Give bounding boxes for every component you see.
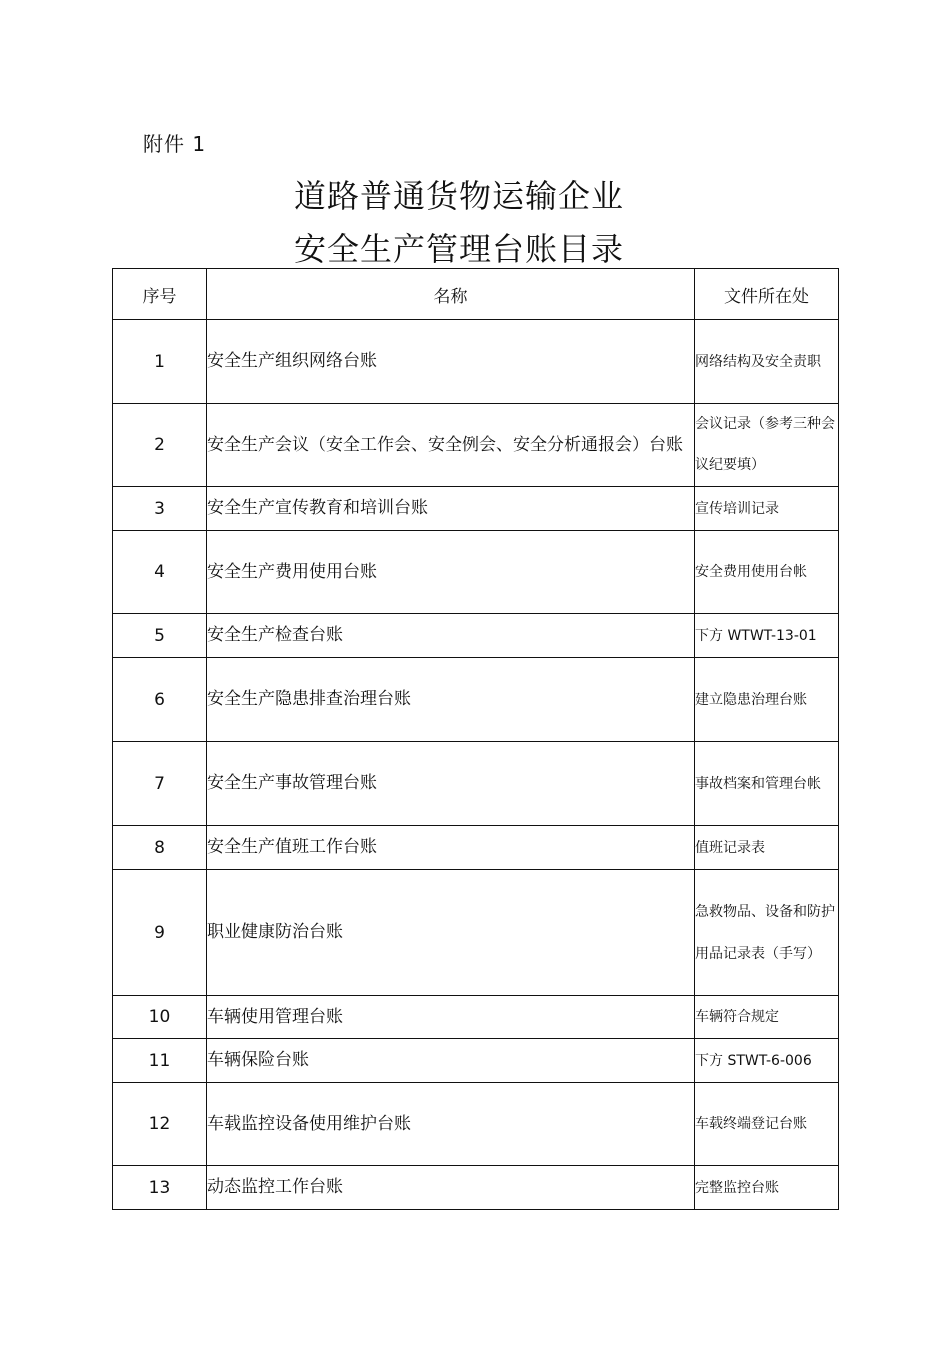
row-name: 职业健康防治台账 [207,870,695,996]
row-name: 安全生产费用使用台账 [207,531,695,614]
row-file-location: 完整监控台账 [695,1166,839,1210]
row-name: 安全生产检查台账 [207,614,695,658]
row-file-location: 事故档案和管理台帐 [695,742,839,826]
row-number: 11 [113,1039,207,1083]
table-row [113,320,839,404]
table-row [113,487,839,531]
table-row [113,531,839,614]
row-name: 安全生产隐患排查治理台账 [207,658,695,742]
table-row [113,996,839,1039]
attachment-label: 附件 1 [143,132,207,156]
row-file-location: 下方 WTWT-13-01 [695,614,839,658]
row-name: 安全生产事故管理台账 [207,742,695,826]
document-title-line-2: 安全生产管理台账目录 [293,230,624,268]
header-file-location: 文件所在处 [695,269,839,320]
table-header-row [113,269,839,320]
table-row [113,1039,839,1083]
row-number: 13 [113,1166,207,1210]
row-file-location: 车载终端登记台账 [695,1083,839,1166]
row-number: 3 [113,487,207,531]
table-row [113,742,839,826]
row-name: 安全生产宣传教育和培训台账 [207,487,695,531]
row-file-location: 安全费用使用台帐 [695,531,839,614]
document-title-line-1: 道路普通货物运输企业 [293,177,624,215]
header-name: 名称 [207,269,695,320]
ledger-directory-table [112,268,839,1210]
row-name: 动态监控工作台账 [207,1166,695,1210]
table-row [113,658,839,742]
row-file-location: 建立隐患治理台账 [695,658,839,742]
row-number: 10 [113,996,207,1039]
row-file-location: 车辆符合规定 [695,996,839,1039]
table-row [113,614,839,658]
row-file-location: 会议记录（参考三种会议纪要填） [695,404,839,487]
row-number: 9 [113,870,207,996]
row-number: 6 [113,658,207,742]
table-row [113,1083,839,1166]
row-name: 车载监控设备使用维护台账 [207,1083,695,1166]
row-file-location: 值班记录表 [695,826,839,870]
row-file-location: 下方 STWT-6-006 [695,1039,839,1083]
row-number: 12 [113,1083,207,1166]
row-number: 2 [113,404,207,487]
table-row [113,404,839,487]
row-name: 车辆保险台账 [207,1039,695,1083]
table-row [113,870,839,996]
row-number: 1 [113,320,207,404]
table-row [113,826,839,870]
row-number: 5 [113,614,207,658]
row-number: 8 [113,826,207,870]
row-file-location: 网络结构及安全责职 [695,320,839,404]
row-name: 车辆使用管理台账 [207,996,695,1039]
row-name: 安全生产组织网络台账 [207,320,695,404]
row-name: 安全生产值班工作台账 [207,826,695,870]
header-serial-number: 序号 [113,269,207,320]
row-number: 7 [113,742,207,826]
row-name: 安全生产会议（安全工作会、安全例会、安全分析通报会）台账 [207,404,695,487]
row-number: 4 [113,531,207,614]
row-file-location: 急救物品、设备和防护用品记录表（手写） [695,870,839,996]
row-file-location: 宣传培训记录 [695,487,839,531]
table-row [113,1166,839,1210]
